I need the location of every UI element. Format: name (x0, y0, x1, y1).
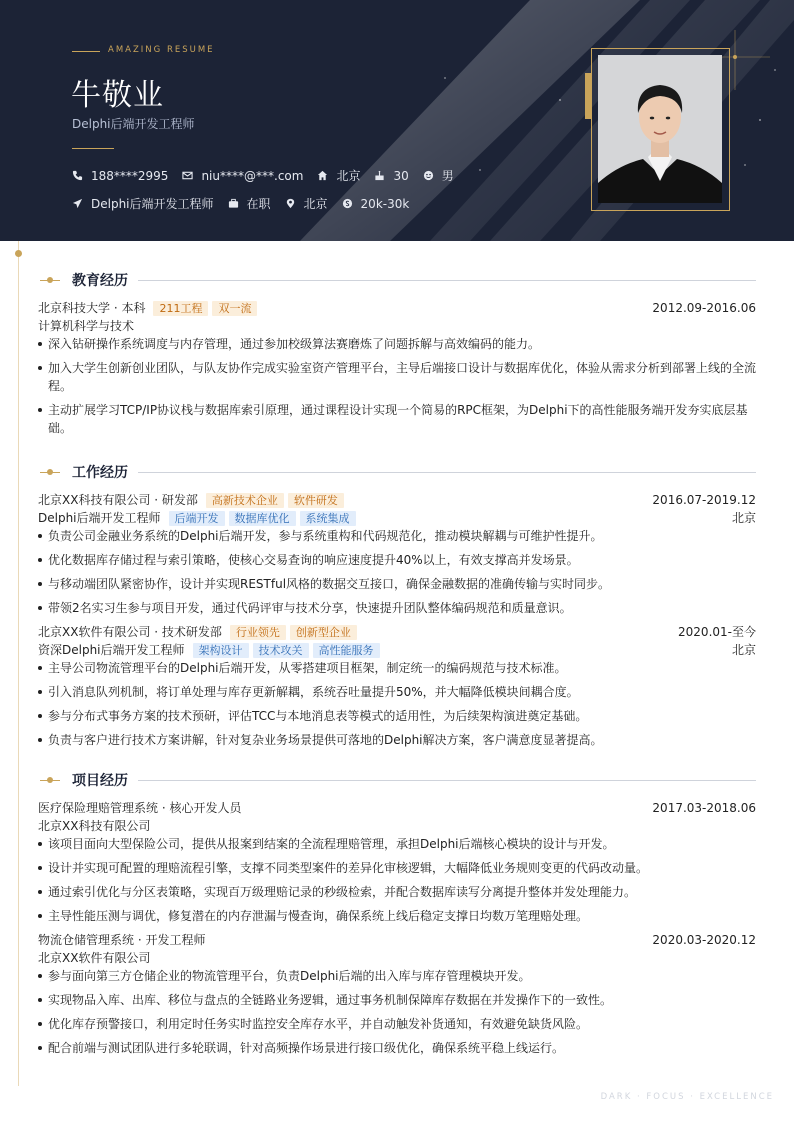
skill-tag: 后端开发 (169, 511, 225, 526)
email-item (182, 169, 303, 183)
list-item: 带领2名实习生参与项目开发，通过代码评审与技术分享，快速提升团队整体编码规范和质量意识。 (38, 599, 756, 617)
tagline: AMAZING RESUME (108, 45, 215, 55)
job-date: 2016.07-2019.12 (652, 493, 756, 507)
company-name: 北京XX软件有限公司 · 技术研发部 (38, 625, 222, 639)
section-title: 项目经历 (72, 773, 128, 789)
education-bullets (38, 335, 756, 437)
project-bullets (38, 835, 756, 925)
mail-icon (182, 170, 193, 181)
skill-tag: 系统集成 (300, 511, 356, 526)
job-city: 北京 (731, 643, 756, 657)
job-role: Delphi后端开发工程师 (38, 511, 161, 525)
salary-text: 20k-30k (360, 196, 410, 211)
list-item: 设计并实现可配置的理赔流程引擎，支撑不同类型案件的差异化审核逻辑，大幅降低业务规则变更的代码改动量。 (38, 859, 756, 877)
work-entry (38, 491, 756, 623)
send-icon (72, 198, 83, 209)
work-entry (38, 623, 756, 755)
resume-header (0, 0, 794, 241)
project-date: 2020.03-2020.12 (652, 933, 756, 947)
section-divider (138, 472, 756, 473)
skill-tag: 架构设计 (193, 643, 249, 658)
list-item: 优化库存预警接口，利用定时任务实时监控安全库存水平，并自动触发补货通知，有效避免缺货风险。 (38, 1015, 756, 1033)
section-marker-icon (40, 775, 60, 785)
list-item: 与移动端团队紧密协作，设计并实现RESTful风格的数据交互接口，确保金融数据的准确传输与实时同步。 (38, 575, 756, 593)
list-item: 引入消息队列机制，将订单处理与库存更新解耦，系统吞吐量提升50%，并大幅降低模块间耦合度。 (38, 683, 756, 701)
phone-icon (72, 170, 83, 181)
phone-text: 188****2995 (91, 168, 169, 183)
list-item: 负责公司金融业务系统的Delphi后端开发，参与系统重构和代码规范化，推动模块解耦与可维护性提升。 (38, 527, 756, 545)
intent-row (72, 195, 423, 212)
skill-tag: 技术攻关 (253, 643, 309, 658)
skill-tag: 数据库优化 (229, 511, 296, 526)
list-item: 加入大学生创新创业团队，与队友协作完成实验室资产管理平台，主导后端接口设计与数据库优化，体验从需求分析到部署上线的全流程。 (38, 359, 756, 395)
project-date: 2017.03-2018.06 (652, 801, 756, 815)
list-item: 主导性能压测与调优，修复潜在的内存泄漏与慢查询，确保系统上线后稳定支撑日均数万笔理赔处理。 (38, 907, 756, 925)
list-item: 参与面向第三方仓储企业的物流管理平台，负责Delphi后端的出入库与库存管理模块开发。 (38, 967, 756, 985)
subtitle-divider (72, 148, 114, 149)
work-status-item (228, 195, 271, 212)
section-marker-icon (40, 467, 60, 477)
intent-position-text: Delphi后端开发工程师 (91, 197, 214, 211)
timeline-line (18, 241, 19, 1086)
intent-position-item (72, 195, 214, 212)
list-item: 该项目面向大型保险公司，提供从报案到结案的全流程理赔管理，承担Delphi后端核心模块的设计与开发。 (38, 835, 756, 853)
list-item: 负责与客户进行技术方案讲解，针对复杂业务场景提供可落地的Delphi解决方案，客户满意度显著提高。 (38, 731, 756, 749)
list-item: 通过索引优化与分区表策略，实现百万级理赔记录的秒级检索，并配合数据库读写分离提升整体并发处理能力。 (38, 883, 756, 901)
gender-item (423, 167, 454, 184)
company-tag: 软件研发 (288, 493, 344, 508)
phone-item (72, 169, 168, 183)
section-title: 教育经历 (72, 273, 128, 289)
job-title: Delphi后端开发工程师 (72, 117, 195, 131)
major: 计算机科学与技术 (38, 319, 135, 333)
education-section (38, 271, 757, 435)
avatar (598, 55, 722, 203)
contact-row (72, 167, 468, 184)
school-tag: 双一流 (212, 301, 257, 316)
project-name: 医疗保险理赔管理系统 · 核心开发人员 (38, 801, 242, 815)
job-bullets (38, 527, 756, 617)
projects-section (38, 771, 756, 1055)
project-bullets (38, 967, 756, 1057)
company-name: 北京XX科技有限公司 · 研发部 (38, 493, 198, 507)
section-title: 工作经历 (72, 465, 128, 481)
project-entry (38, 931, 756, 1063)
section-divider (138, 280, 756, 281)
education-entry (38, 299, 756, 443)
skill-tag: 高性能服务 (313, 643, 380, 658)
list-item: 参与分布式事务方案的技术预研，评估TCC与本地消息表等模式的适用性，为后续架构演进奠定基础。 (38, 707, 756, 725)
list-item: 优化数据库存储过程与索引策略，使核心交易查询的响应速度提升40%以上，有效支撑高并发场景。 (38, 551, 756, 569)
project-company: 北京XX软件有限公司 (38, 951, 151, 965)
project-name: 物流仓储管理系统 · 开发工程师 (38, 933, 206, 947)
work-heading (38, 463, 756, 481)
education-heading (38, 271, 756, 289)
cake-icon (374, 170, 385, 181)
project-entry (38, 799, 756, 931)
school-name: 北京科技大学 · 本科 (38, 301, 146, 315)
company-tag: 创新型企业 (290, 625, 357, 640)
school-tag: 211工程 (153, 301, 208, 316)
company-tag: 行业领先 (230, 625, 286, 640)
section-divider (138, 780, 756, 781)
job-city: 北京 (731, 511, 756, 525)
company-tag: 高新技术企业 (206, 493, 284, 508)
job-role: 资深Delphi后端开发工程师 (38, 643, 185, 657)
age-item (374, 169, 408, 183)
home-icon (317, 170, 328, 181)
intent-city-item (285, 195, 328, 212)
section-marker-icon (40, 275, 60, 285)
work-section (38, 463, 756, 747)
tagline-line (72, 51, 100, 52)
list-item: 主导公司物流管理平台的Delphi后端开发，从零搭建项目框架，制定统一的编码规范与技术标准。 (38, 659, 756, 677)
city-item (317, 167, 360, 184)
intent-city-text: 北京 (303, 197, 328, 211)
age-text: 30 (393, 168, 409, 183)
education-date: 2012.09-2016.06 (652, 301, 756, 315)
job-date: 2020.01-至今 (678, 625, 756, 639)
timeline-dot (15, 250, 22, 257)
briefcase-icon (228, 198, 239, 209)
list-item: 主动扩展学习TCP/IP协议栈与数据库索引原理，通过课程设计实现一个简易的RPC框架，为Delphi下的高性能服务端开发夯实底层基础。 (38, 401, 756, 437)
job-bullets (38, 659, 756, 749)
list-item: 深入钻研操作系统调度与内存管理，通过参加校级算法赛磨炼了问题拆解与高效编码的能力。 (38, 335, 756, 353)
candidate-name: 牛敬业 (71, 78, 164, 113)
salary-icon (342, 198, 353, 209)
city-text: 北京 (336, 169, 361, 183)
gender-text: 男 (441, 169, 454, 183)
projects-heading (38, 771, 756, 789)
location-icon (285, 198, 296, 209)
footer-motto: DARK · FOCUS · EXCELLENCE (600, 1092, 774, 1102)
avatar-portrait (598, 55, 722, 203)
list-item: 配合前端与测试团队进行多轮联调，针对高频操作场景进行接口级优化，确保系统平稳上线运行。 (38, 1039, 756, 1057)
list-item: 实现物品入库、出库、移位与盘点的全链路业务逻辑，通过事务机制保障库存数据在并发操作下的一致性。 (38, 991, 756, 1009)
gender-icon (423, 170, 434, 181)
project-company: 北京XX科技有限公司 (38, 819, 151, 833)
salary-item (342, 197, 410, 211)
email-text: niu****@***.com (201, 168, 304, 183)
work-status-text: 在职 (246, 197, 271, 211)
